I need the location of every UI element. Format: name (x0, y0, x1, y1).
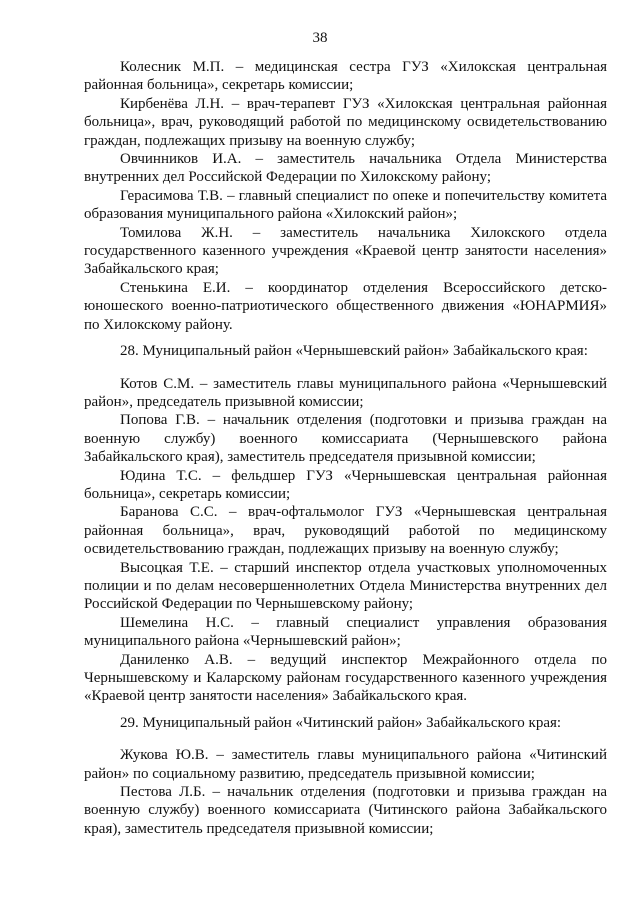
member-entry: Даниленко А.В. – ведущий инспектор Межрайонного отдела по Чернышевскому и Каларскому районам государственного казенного учреждения «Краевой центр занятости населения» Забайкальского края. (84, 651, 607, 705)
section-heading-28: 28. Муниципальный район «Чернышевский район» Забайкальского края: (120, 343, 588, 360)
member-entry: Стенькина Е.И. – координатор отделения Всероссийского детско-юношеского военно-патриотического общественного движения «ЮНАРМИЯ» по Хилокскому району. (84, 279, 607, 333)
member-entry: Попова Г.В. – начальник отделения (подготовки и призыва граждан на военную службу) военного комиссариата (Чернышевского района Забайкальского края), заместитель председателя призывной комиссии; (84, 412, 607, 466)
member-entry: Кирбенёва Л.Н. – врач-терапевт ГУЗ «Хилокская центральная районная больница», врач, руководящий работой по медицинскому освидетельствованию граждан, подлежащих призыву на военную службу; (84, 95, 607, 149)
page-number: 38 (312, 30, 328, 46)
section-heading-29: 29. Муниципальный район «Читинский район» Забайкальского края: (120, 714, 562, 731)
member-entry: Шемелина Н.С. – главный специалист управления образования муниципального района «Чернышевский район»; (84, 614, 607, 650)
member-entry: Юдина Т.С. – фельдшер ГУЗ «Чернышевская центральная районная больница», секретарь комиссии; (84, 467, 607, 502)
member-entry: Жукова Ю.В. – заместитель главы муниципального района «Читинский район» по социальному развитию, председатель призывной комиссии; (84, 747, 607, 782)
member-entry: Котов С.М. – заместитель главы муниципального района «Чернышевский район», председатель призывной комиссии; (84, 375, 607, 410)
member-entry: Томилова Ж.Н. – заместитель начальника Хилокского отдела государственного казенного учреждения «Краевой центр занятости населения» Забайкальского края; (84, 224, 607, 278)
member-entry: Высоцкая Т.Е. – старший инспектор отдела участковых уполномоченных полиции и по делам несовершеннолетних Отдела Министерства внутренних дел Российской Федерации по Чернышевскому району; (84, 559, 607, 613)
member-entry: Колесник М.П. – медицинская сестра ГУЗ «Хилокская центральная районная больница», секретарь комиссии; (84, 59, 607, 94)
member-entry: Овчинников И.А. – заместитель начальника Отдела Министерства внутренних дел Российской Федерации по Хилокскому району; (84, 151, 607, 186)
document-body (84, 58, 607, 838)
member-entry: Герасимова Т.В. – главный специалист по опеке и попечительству комитета образования муниципального района «Хилокский район»; (84, 187, 607, 223)
member-entry: Пестова Л.Б. – начальник отделения (подготовки и призыва граждан на военную службу) военного комиссариата (Читинского района Забайкальского края), заместитель председателя призывной комиссии; (84, 784, 607, 837)
member-entry: Баранова С.С. – врач-офтальмолог ГУЗ «Чернышевская центральная районная больница», врач, руководящий работой по медицинскому освидетельствованию граждан, подлежащих призыву на военную службу; (84, 504, 607, 558)
